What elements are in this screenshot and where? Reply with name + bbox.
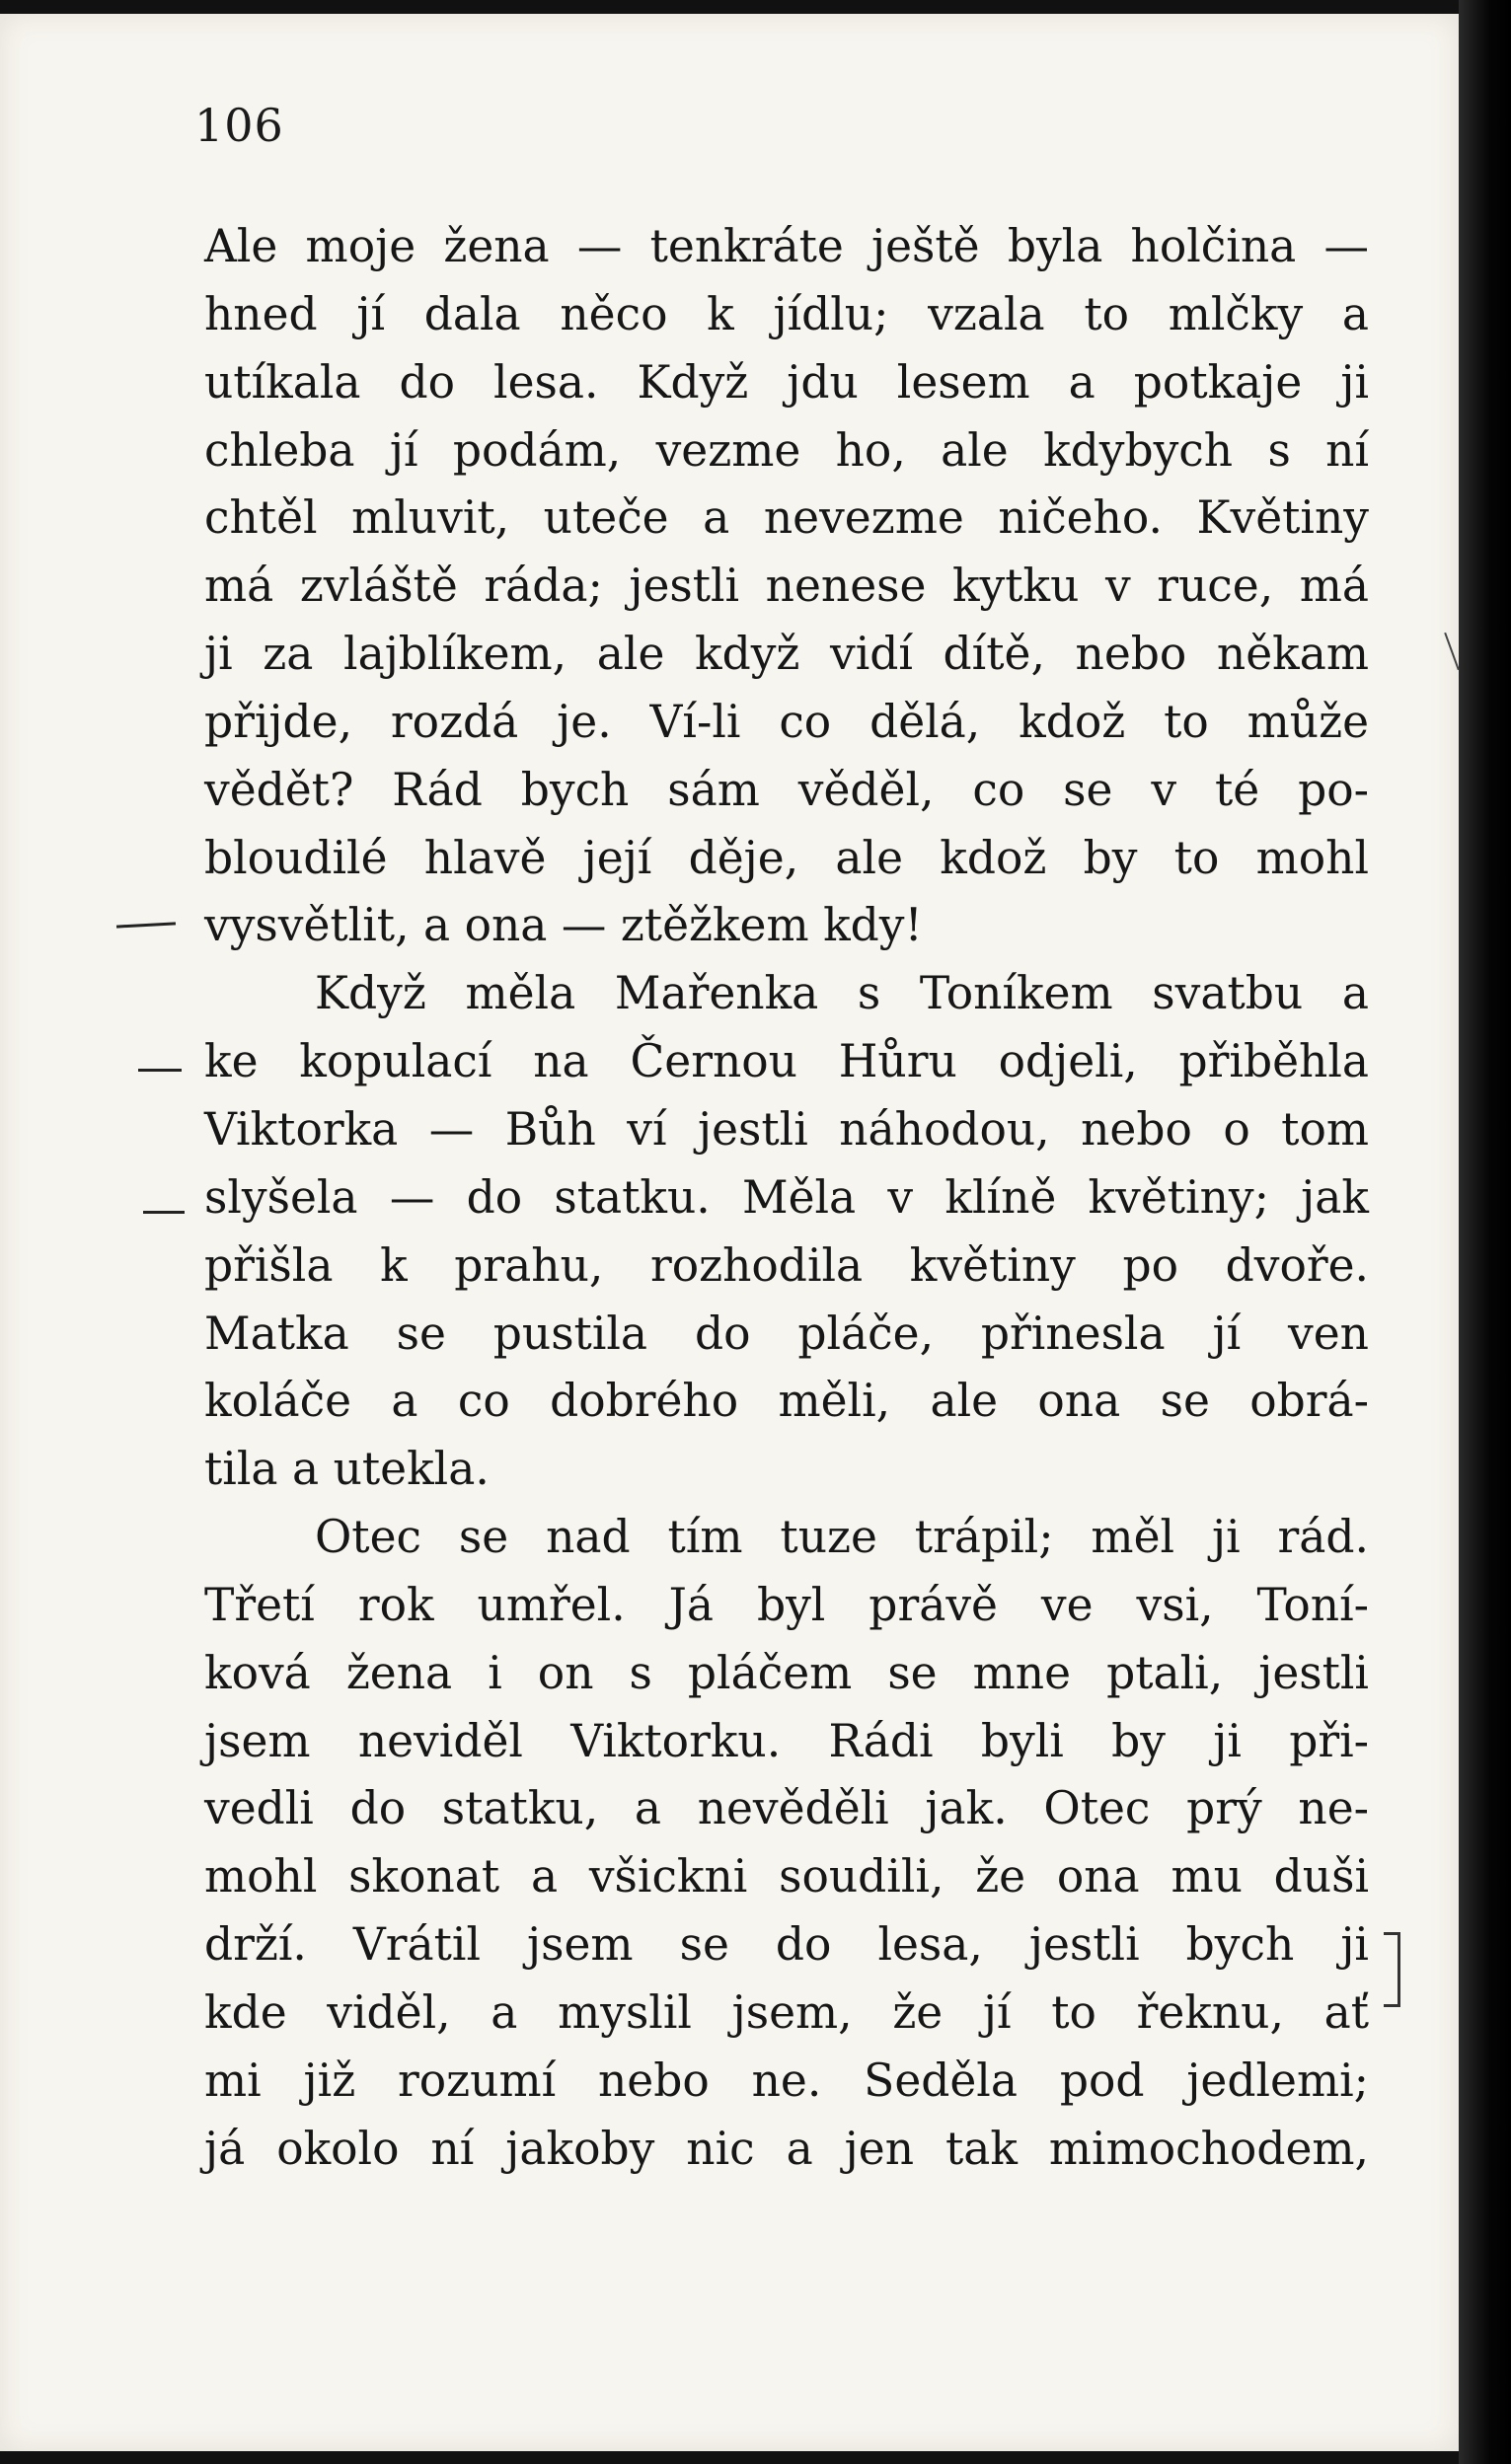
- text-line: ková žena i on s pláčem se mne ptali, jestli: [204, 1646, 1369, 1699]
- text-line: vědět? Rád bych sám věděl, co se v té po-: [204, 763, 1369, 816]
- text-line: mi již rozumí nebo ne. Seděla pod jedlemi;: [204, 2053, 1369, 2107]
- body-text: [204, 213, 1369, 2183]
- text-line: přijde, rozdá je. Ví-li co dělá, kdož to může: [204, 695, 1369, 748]
- text-line: drží. Vrátil jsem se do lesa, jestli bych ji: [204, 1918, 1369, 1972]
- text-line: Třetí rok umřel. Já byl právě ve vsi, Toní-: [204, 1578, 1369, 1631]
- text-line: Matka se pustila do pláče, přinesla jí ven: [204, 1307, 1369, 1360]
- text-line: Když měla Mařenka s Toníkem svatbu a: [315, 967, 1369, 1020]
- text-line: chtěl mluvit, uteče a nevezme ničeho. Květiny: [204, 491, 1369, 545]
- text-line: tila a utekla.: [204, 1443, 490, 1496]
- text-line: mohl skonat a všickni soudili, že ona mu duši: [204, 1850, 1369, 1904]
- text-line: já okolo ní jakoby nic a jen tak mimochodem,: [204, 2122, 1369, 2175]
- text-line: má zvláště ráda; jestli nenese kytku v ruce, má: [204, 560, 1369, 613]
- text-line: přišla k prahu, rozhodila květiny po dvoře.: [204, 1238, 1369, 1292]
- text-line: kde viděl, a myslil jsem, že jí to řeknu, ať: [204, 1985, 1369, 2039]
- text-line: vedli do statku, a nevěděli jak. Otec prý ne-: [204, 1782, 1369, 1835]
- text-line: Ale moje žena — tenkráte ještě byla holčina —: [204, 220, 1369, 272]
- text-line: Viktorka — Bůh ví jestli náhodou, nebo o tom: [204, 1102, 1369, 1156]
- margin-bracket-mark: [1384, 1932, 1400, 2007]
- text-line: Otec se nad tím tuze trápil; měl ji rád.: [315, 1511, 1369, 1564]
- margin-dash-mark: [138, 1069, 182, 1072]
- text-line: slyšela — do statku. Měla v klíně květiny; jak: [204, 1170, 1369, 1224]
- text-line: vysvětlit, a ona — ztěžkem kdy!: [204, 899, 923, 952]
- text-line: ke kopulací na Černou Hůru odjeli, přiběhla: [204, 1035, 1369, 1088]
- text-line: koláče a co dobrého měli, ale ona se obrá-: [204, 1375, 1369, 1428]
- page-number: 106: [194, 99, 284, 152]
- text-line: utíkala do lesa. Když jdu lesem a potkaje ji: [204, 355, 1369, 409]
- text-line: jsem neviděl Viktorku. Rádi byli by ji při-: [204, 1714, 1369, 1767]
- margin-dash-mark: [143, 1211, 185, 1214]
- page-edge-shadow: [1459, 0, 1511, 2464]
- text-line: bloudilé hlavě její děje, ale kdož by to mohl: [204, 831, 1369, 884]
- text-line: ji za lajblíkem, ale když vidí dítě, nebo někam: [204, 628, 1369, 681]
- text-line: hned jí dala něco k jídlu; vzala to mlčky a: [204, 287, 1369, 340]
- text-line: chleba jí podám, vezme ho, ale kdybych s ní: [204, 423, 1369, 477]
